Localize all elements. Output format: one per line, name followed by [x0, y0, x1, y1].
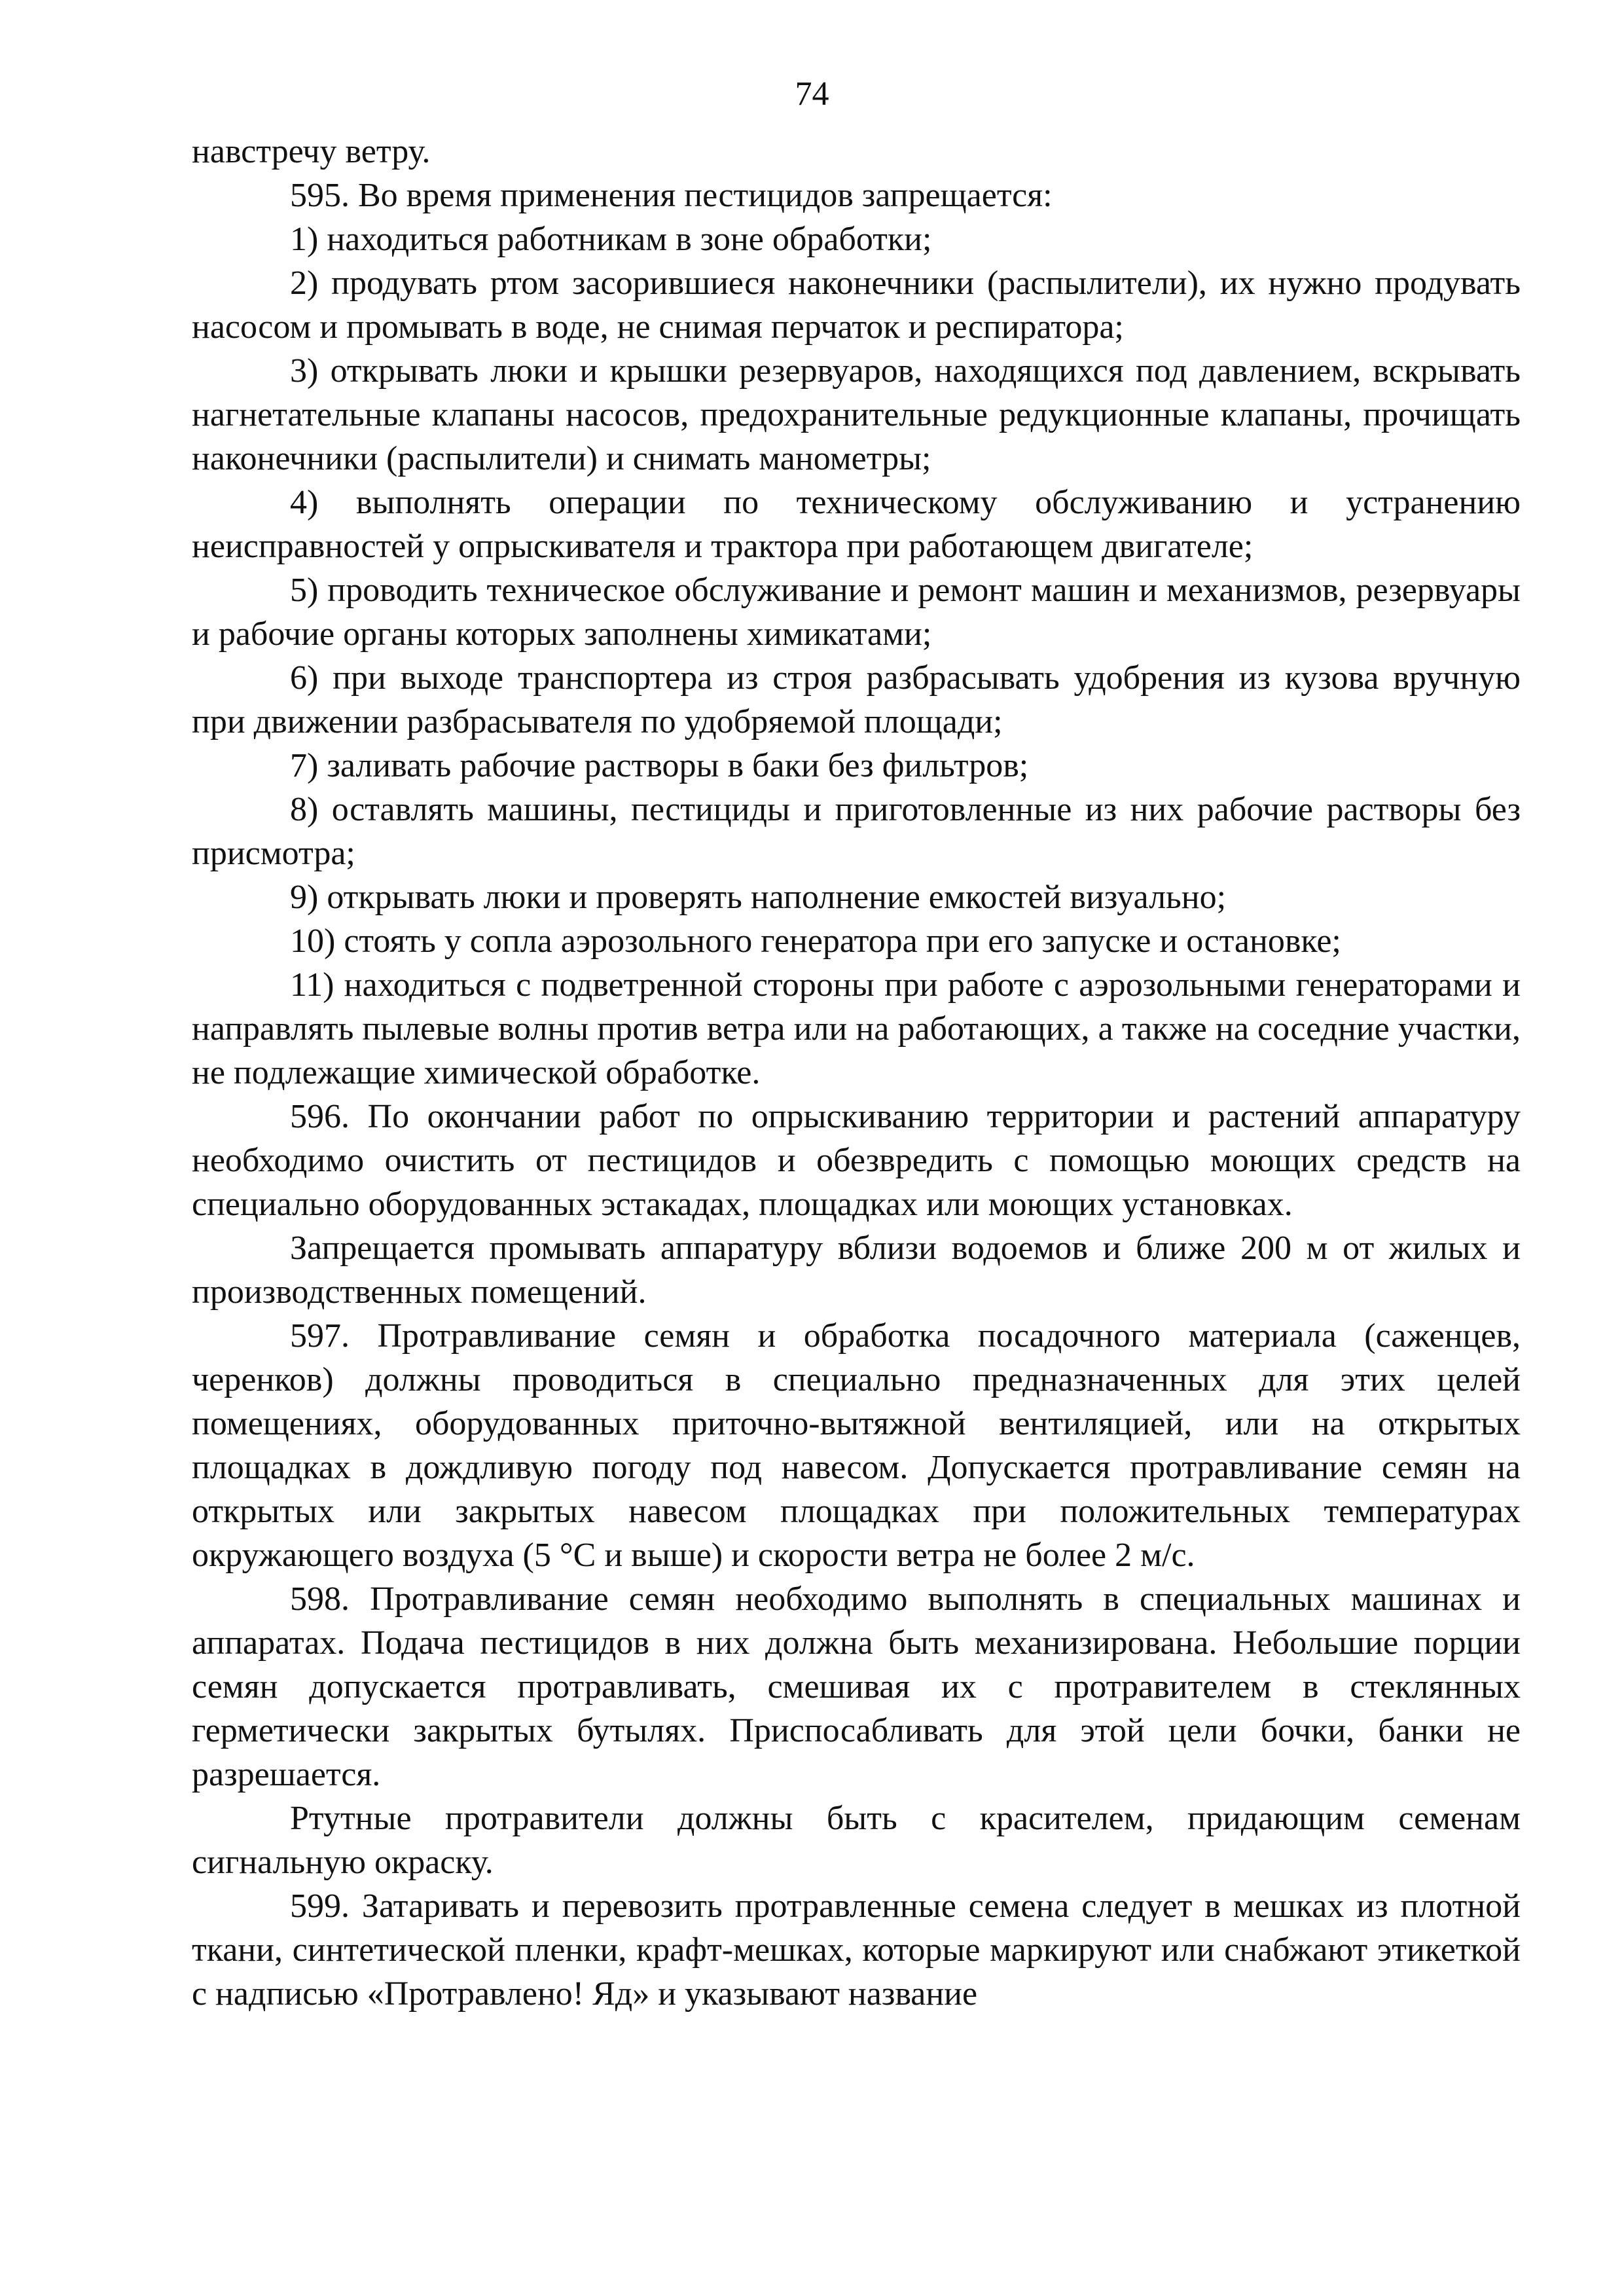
list-item-595-1: 1) находиться работникам в зоне обработки; — [290, 221, 932, 258]
list-item-595-10: 10) стоять у сопла аэрозольного генератора при его запуске и остановке; — [290, 922, 1341, 960]
paragraph-598-note: Ртутные протравители должны быть с красителем, придающим семенам сигнальную окраску. — [192, 1800, 1521, 1881]
list-item-595-8: 8) оставлять машины, пестициды и приготовленные из них рабочие растворы без присмотра; — [192, 791, 1521, 872]
paragraph-596: 596. По окончании работ по опрыскиванию территории и растений аппаратуру необходимо очистить от пестицидов и обезвредить с помощью моющих средств на специально оборудованных эстакадах, площадках или моющих установках. — [192, 1098, 1521, 1223]
list-item-595-7: 7) заливать рабочие растворы в баки без фильтров; — [290, 747, 1029, 784]
paragraph-597: 597. Протравливание семян и обработка посадочного материала (саженцев, черенков) должны проводиться в специально предназначенных для этих целей помещениях, оборудованных приточно-вытяжной вентиляцией, или на открытых площадках в дождливую погоду под навесом. Допускается протравливание семян на открытых или закрытых навесом площадках при положительных температурах окружающего воздуха (5 °С и выше) и скорости ветра не более 2 м/с. — [192, 1317, 1521, 1574]
list-item-595-11: 11) находиться с подветренной стороны при работе с аэрозольными генераторами и направлять пылевые волны против ветра или на работающих, а также на соседние участки, не подлежащие химической обработке. — [192, 966, 1521, 1091]
document-body — [192, 130, 1521, 2016]
list-item-595-4: 4) выполнять операции по техническому обслуживанию и устранению неисправностей у опрыскивателя и трактора при работающем двигателе; — [192, 484, 1521, 565]
paragraph-598: 598. Протравливание семян необходимо выполнять в специальных машинах и аппаратах. Подача пестицидов в них должна быть механизирована. Небольшие порции семян допускается протравливать, смешивая их с протравителем в стеклянных герметически закрытых бутылях. Приспосабливать для этой цели бочки, банки не разрешается. — [192, 1580, 1521, 1793]
paragraph-continuation: навстречу ветру. — [192, 133, 431, 170]
paragraph-599: 599. Затаривать и перевозить протравленные семена следует в мешках из плотной ткани, синтетической пленки, крафт-мешках, которые маркируют или снабжают этикеткой с надписью «Протравлено! Яд» и указывают название — [192, 1887, 1521, 2013]
paragraph-595: 595. Во время применения пестицидов запрещается: — [290, 177, 1053, 214]
list-item-595-6: 6) при выходе транспортера из строя разбрасывать удобрения из кузова вручную при движении разбрасывателя по удобряемой площади; — [192, 659, 1521, 740]
list-item-595-2: 2) продувать ртом засорившиеся наконечники (распылители), их нужно продувать насосом и промывать в воде, не снимая перчаток и респиратора; — [192, 264, 1521, 346]
list-item-595-9: 9) открывать люки и проверять наполнение емкостей визуально; — [290, 879, 1227, 916]
list-item-595-3: 3) открывать люки и крышки резервуаров, находящихся под давлением, вскрывать нагнетательные клапаны насосов, предохранительные редукционные клапаны, прочищать наконечники (распылители) и снимать манометры; — [192, 352, 1521, 477]
page-number: 74 — [795, 75, 829, 113]
list-item-595-5: 5) проводить техническое обслуживание и ремонт машин и механизмов, резервуары и рабочие органы которых заполнены химикатами; — [192, 572, 1521, 653]
paragraph-596-note: Запрещается промывать аппаратуру вблизи водоемов и ближе 200 м от жилых и производственных помещений. — [192, 1230, 1521, 1311]
